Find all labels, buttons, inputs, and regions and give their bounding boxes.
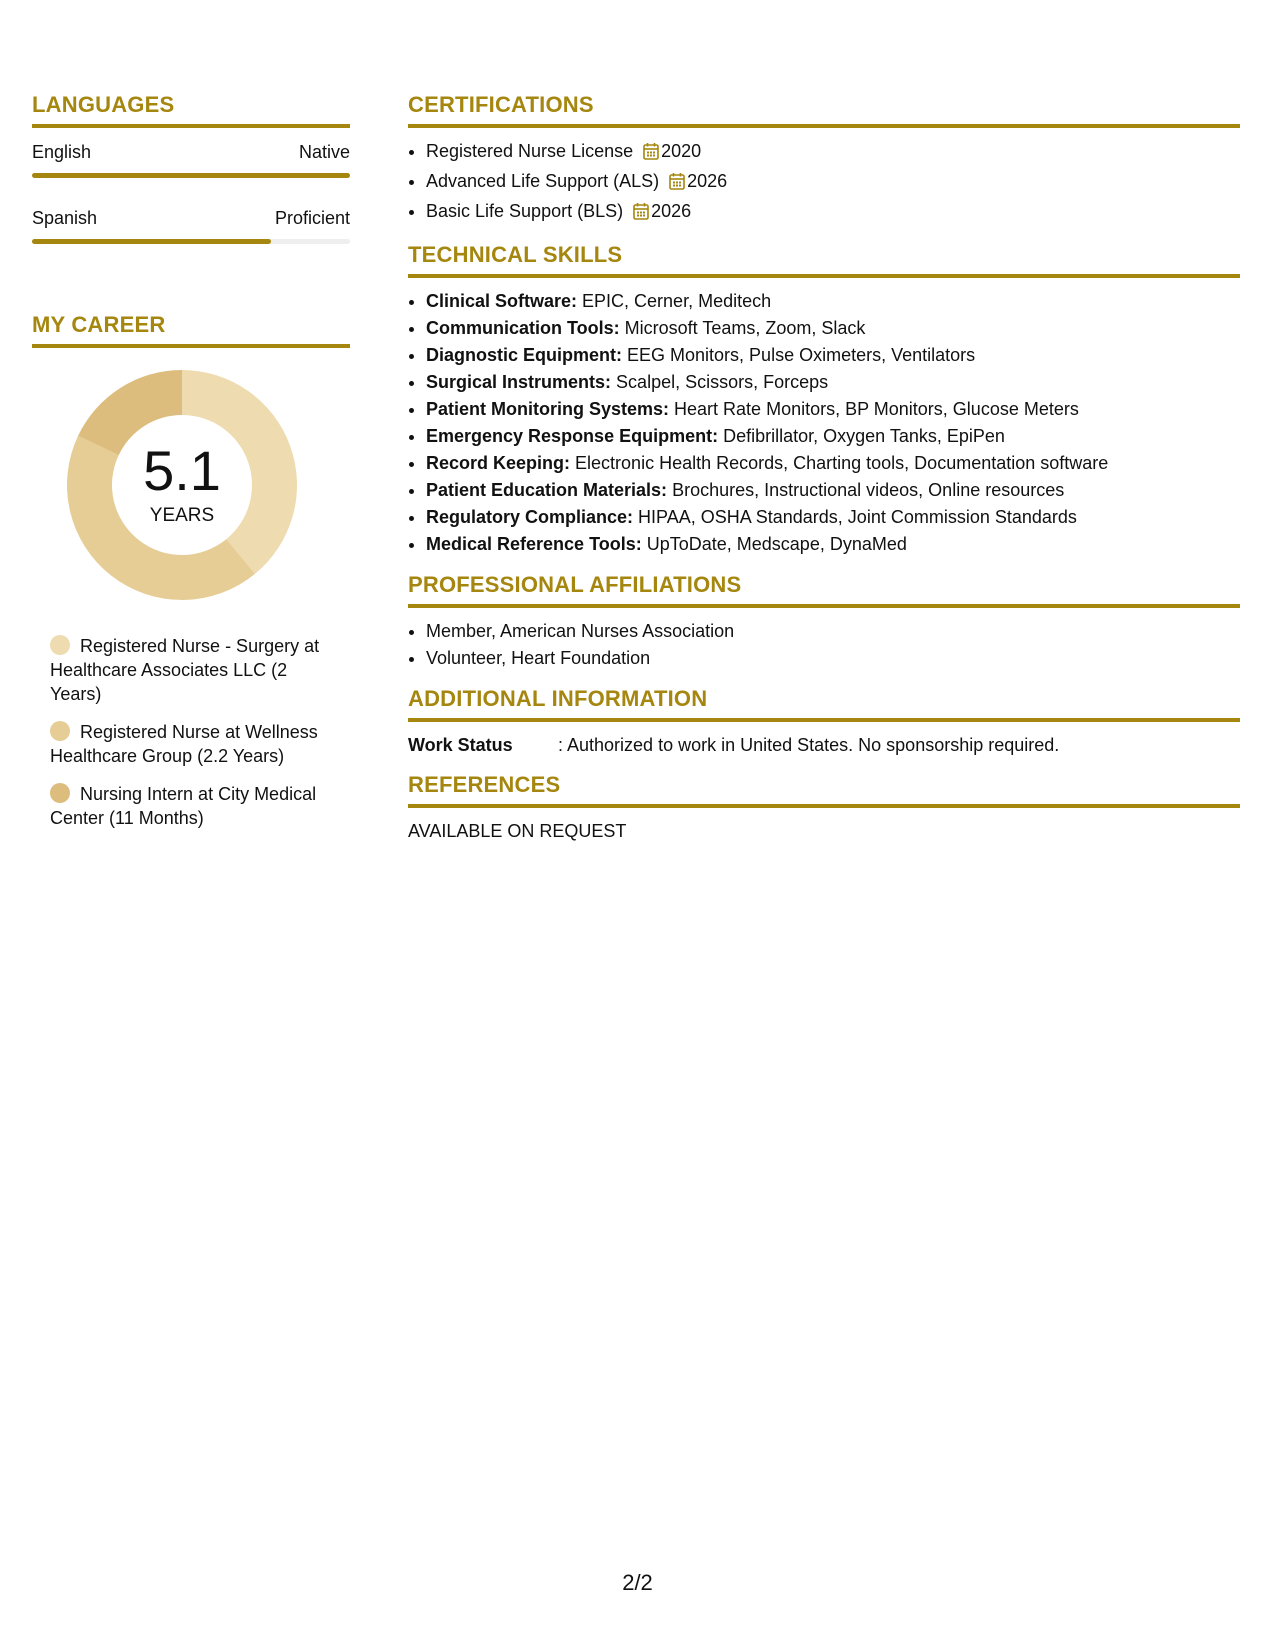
skill-item xyxy=(426,369,1240,396)
calendar-icon xyxy=(669,171,685,198)
skill-item xyxy=(426,423,1240,450)
technical-skills-heading: TECHNICAL SKILLS xyxy=(408,242,1240,278)
skill-value: EEG Monitors, Pulse Oximeters, Ventilators xyxy=(622,345,976,365)
affiliation-item: • Volunteer, Heart Foundation xyxy=(426,645,1240,672)
skill-label: Communication Tools: xyxy=(426,318,620,338)
career-legend xyxy=(32,634,350,830)
career-section xyxy=(32,312,350,830)
certification-year: 2020 xyxy=(661,141,702,161)
skill-item xyxy=(426,288,1240,315)
work-status-row xyxy=(408,732,1240,758)
left-column xyxy=(32,92,350,844)
career-total-unit: YEARS xyxy=(149,505,215,526)
skill-value: EPIC, Cerner, Meditech xyxy=(577,291,772,311)
language-item xyxy=(32,142,350,178)
skill-item xyxy=(426,342,1240,369)
languages-section xyxy=(32,92,350,244)
technical-skills-section xyxy=(408,242,1240,558)
language-proficiency-fill xyxy=(32,173,350,178)
skill-label: Diagnostic Equipment: xyxy=(426,345,623,365)
language-proficiency-fill xyxy=(32,239,271,244)
career-total-value: 5.1 xyxy=(143,439,221,502)
skill-label: Patient Education Materials: xyxy=(426,480,668,500)
legend-dot xyxy=(50,635,70,655)
skill-label: Record Keeping: xyxy=(426,453,571,473)
additional-info-section xyxy=(408,686,1240,758)
career-legend-label: Nursing Intern at City Medical Center (11 Months) xyxy=(50,784,317,828)
skill-label: Clinical Software: xyxy=(426,291,578,311)
calendar-icon xyxy=(643,141,659,168)
legend-dot xyxy=(50,783,70,803)
language-item xyxy=(32,208,350,244)
page-number: 2/2 xyxy=(622,1570,653,1595)
skill-item xyxy=(426,531,1240,558)
certification-item xyxy=(426,138,1240,168)
skill-label: Medical Reference Tools: xyxy=(426,534,642,554)
calendar-icon xyxy=(633,201,649,228)
affiliations-list xyxy=(408,618,1240,672)
skill-value: Defibrillator, Oxygen Tanks, EpiPen xyxy=(718,426,1005,446)
skill-value: Microsoft Teams, Zoom, Slack xyxy=(619,318,866,338)
skill-label: Surgical Instruments: xyxy=(426,372,612,392)
skill-label: Regulatory Compliance: xyxy=(426,507,634,527)
certification-year: 2026 xyxy=(687,171,728,191)
language-proficiency-bar xyxy=(32,239,350,244)
skill-value: Electronic Health Records, Charting tools, Documentation software xyxy=(570,453,1109,473)
certification-year: 2026 xyxy=(651,201,692,221)
skill-item xyxy=(426,504,1240,531)
certifications-heading: CERTIFICATIONS xyxy=(408,92,1240,128)
skill-value: Brochures, Instructional videos, Online resources xyxy=(667,480,1065,500)
work-status-label: Work Status xyxy=(408,735,513,755)
skill-item xyxy=(426,450,1240,477)
language-level: Proficient xyxy=(274,208,350,228)
right-column xyxy=(408,92,1240,858)
affiliations-section xyxy=(408,572,1240,672)
references-heading: REFERENCES xyxy=(408,772,1240,808)
language-name: Spanish xyxy=(32,208,98,228)
skill-label: Patient Monitoring Systems: xyxy=(426,399,670,419)
skill-item xyxy=(426,315,1240,342)
career-legend-label: Registered Nurse - Surgery at Healthcare Associates LLC (2 Years) xyxy=(50,636,320,704)
certification-name: Advanced Life Support (ALS) xyxy=(426,171,660,191)
skill-label: Emergency Response Equipment: xyxy=(426,426,719,446)
career-legend-item xyxy=(50,634,330,706)
certifications-section xyxy=(408,92,1240,228)
skill-value: Scalpel, Scissors, Forceps xyxy=(611,372,829,392)
career-donut-chart xyxy=(67,370,297,600)
skill-value: Heart Rate Monitors, BP Monitors, Glucose Meters xyxy=(669,399,1079,419)
certification-name: Basic Life Support (BLS) xyxy=(426,201,624,221)
technical-skills-list xyxy=(408,288,1240,558)
references-section xyxy=(408,772,1240,844)
skill-value: HIPAA, OSHA Standards, Joint Commission Standards xyxy=(633,507,1077,527)
additional-info-heading: ADDITIONAL INFORMATION xyxy=(408,686,1240,722)
career-legend-label: Registered Nurse at Wellness Healthcare Group (2.2 Years) xyxy=(50,722,318,766)
skill-item xyxy=(426,396,1240,423)
career-legend-item xyxy=(50,782,330,830)
skill-item xyxy=(426,477,1240,504)
references-text: AVAILABLE ON REQUEST xyxy=(408,821,627,841)
language-name: English xyxy=(32,142,92,162)
skill-value: UpToDate, Medscape, DynaMed xyxy=(641,534,907,554)
career-legend-item xyxy=(50,720,330,768)
career-heading: MY CAREER xyxy=(32,312,350,348)
affiliations-heading: PROFESSIONAL AFFILIATIONS xyxy=(408,572,1240,608)
legend-dot xyxy=(50,721,70,741)
languages-heading: LANGUAGES xyxy=(32,92,350,128)
affiliation-item: • Member, American Nurses Association xyxy=(426,618,1240,645)
certification-item xyxy=(426,168,1240,198)
language-proficiency-bar xyxy=(32,173,350,178)
certifications-list xyxy=(408,138,1240,228)
work-status-value: : Authorized to work in United States. No sponsorship required. xyxy=(558,735,1060,755)
certification-name: Registered Nurse License xyxy=(426,141,634,161)
language-level: Native xyxy=(298,142,350,162)
certification-item xyxy=(426,198,1240,228)
